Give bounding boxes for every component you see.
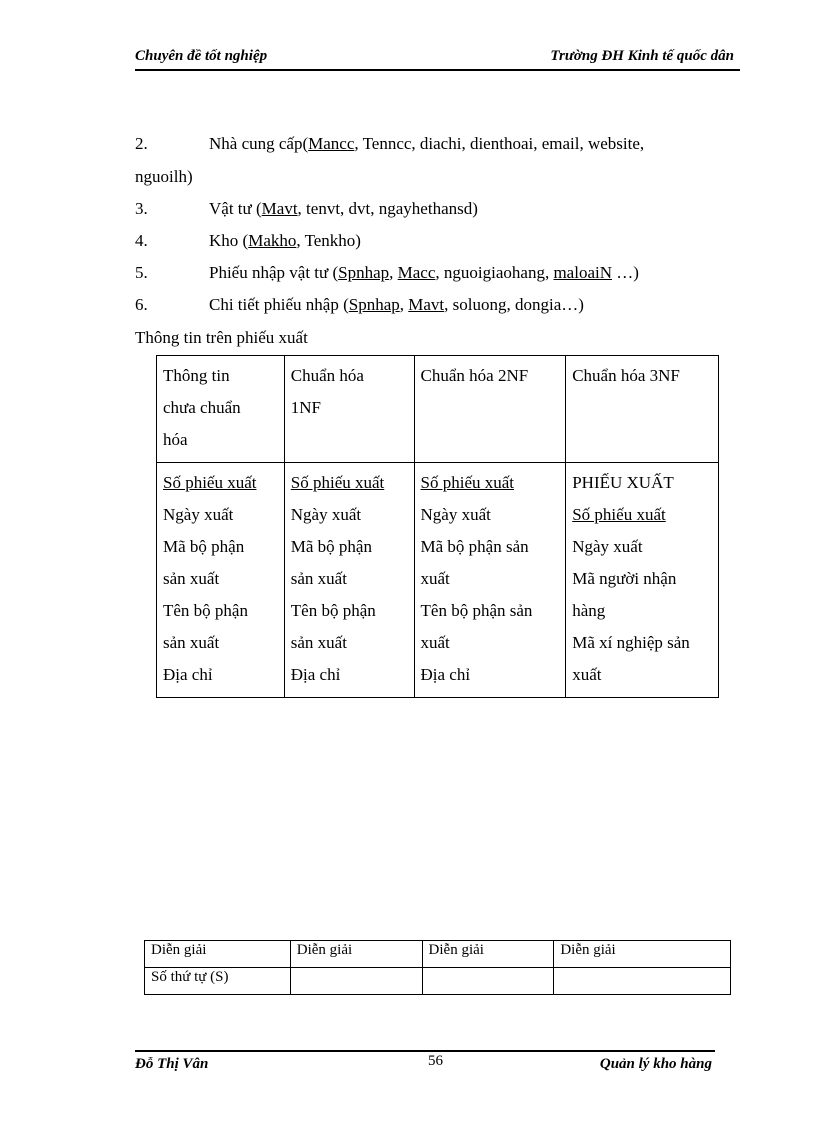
table-cell: Số phiếu xuất Ngày xuất Mã bộ phận sản xuất Tên bộ phận sản xuất Địa chỉ [414,463,566,698]
table-row [157,463,719,698]
primary-key: Spnhap [348,295,400,314]
table-cell: Số phiếu xuất Ngày xuất Mã bộ phận sản xuất Tên bộ phận sản xuất Địa chỉ [157,463,285,698]
list-item-text: Phiếu nhập vật tư (Spnhap, Macc, nguoigiaohang, maloaiN …) [209,263,639,282]
table-cell: Diễn giải [145,941,291,968]
table-cell: Diễn giải [290,941,422,968]
table-cell [554,968,731,995]
primary-key: Macc [397,263,436,282]
primary-key: Spnhap [338,263,390,282]
page-number: 56 [428,1053,443,1069]
header-right: Trường ĐH Kinh tế quốc dân [550,48,734,64]
list-number: 4. [135,231,148,250]
table-header-cell: Chuẩn hóa 2NF [414,356,566,463]
table-header-cell: Chuẩn hóa 1NF [284,356,414,463]
table-cell: Diễn giải [554,941,731,968]
list-number: 6. [135,295,148,314]
list-item-text: Nhà cung cấp(Mancc, Tenncc, diachi, dienthoai, email, website, [209,134,645,153]
primary-key: Mavt [261,199,298,218]
table-cell: Diễn giải [422,941,554,968]
list-number: 3. [135,199,148,218]
footer-author: Đỗ Thị Vân [135,1056,209,1072]
list-item-continuation: nguoilh) [135,167,193,186]
footer-rule [135,1050,715,1052]
normalization-table [156,355,719,698]
header-left: Chuyên đề tốt nghiệp [135,48,268,64]
section-title: Thông tin trên phiếu xuất [135,328,308,347]
table-cell: Số thứ tự (S) [145,968,291,995]
list-item-text: Vật tư (Mavt, tenvt, dvt, ngayhethansd) [209,199,478,218]
table-cell: PHIẾU XUẤT Số phiếu xuất Ngày xuất Mã người nhận hàng Mã xí nghiệp sản xuất [566,463,719,698]
table-header-cell: Chuẩn hóa 3NF [566,356,719,463]
primary-key: Mavt [408,295,445,314]
table-header-row [157,356,719,463]
table-cell [290,968,422,995]
footer-table [144,940,731,995]
primary-key: Makho [248,231,297,250]
table-row [145,968,731,995]
table-cell [422,968,554,995]
primary-key: Mancc [308,134,355,153]
header-rule [135,69,740,71]
footer-right: Quản lý kho hàng [599,1056,712,1072]
list-item-text: Kho (Makho, Tenkho) [209,231,361,250]
table-row [145,941,731,968]
table-cell: Số phiếu xuất Ngày xuất Mã bộ phận sản xuất Tên bộ phận sản xuất Địa chỉ [284,463,414,698]
list-number: 5. [135,263,148,282]
primary-key: maloaiN [553,263,612,282]
table-header-cell: Thông tin chưa chuẩn hóa [157,356,285,463]
list-item-text: Chi tiết phiếu nhập (Spnhap, Mavt, soluong, dongia…) [209,295,584,314]
list-number: 2. [135,134,148,153]
